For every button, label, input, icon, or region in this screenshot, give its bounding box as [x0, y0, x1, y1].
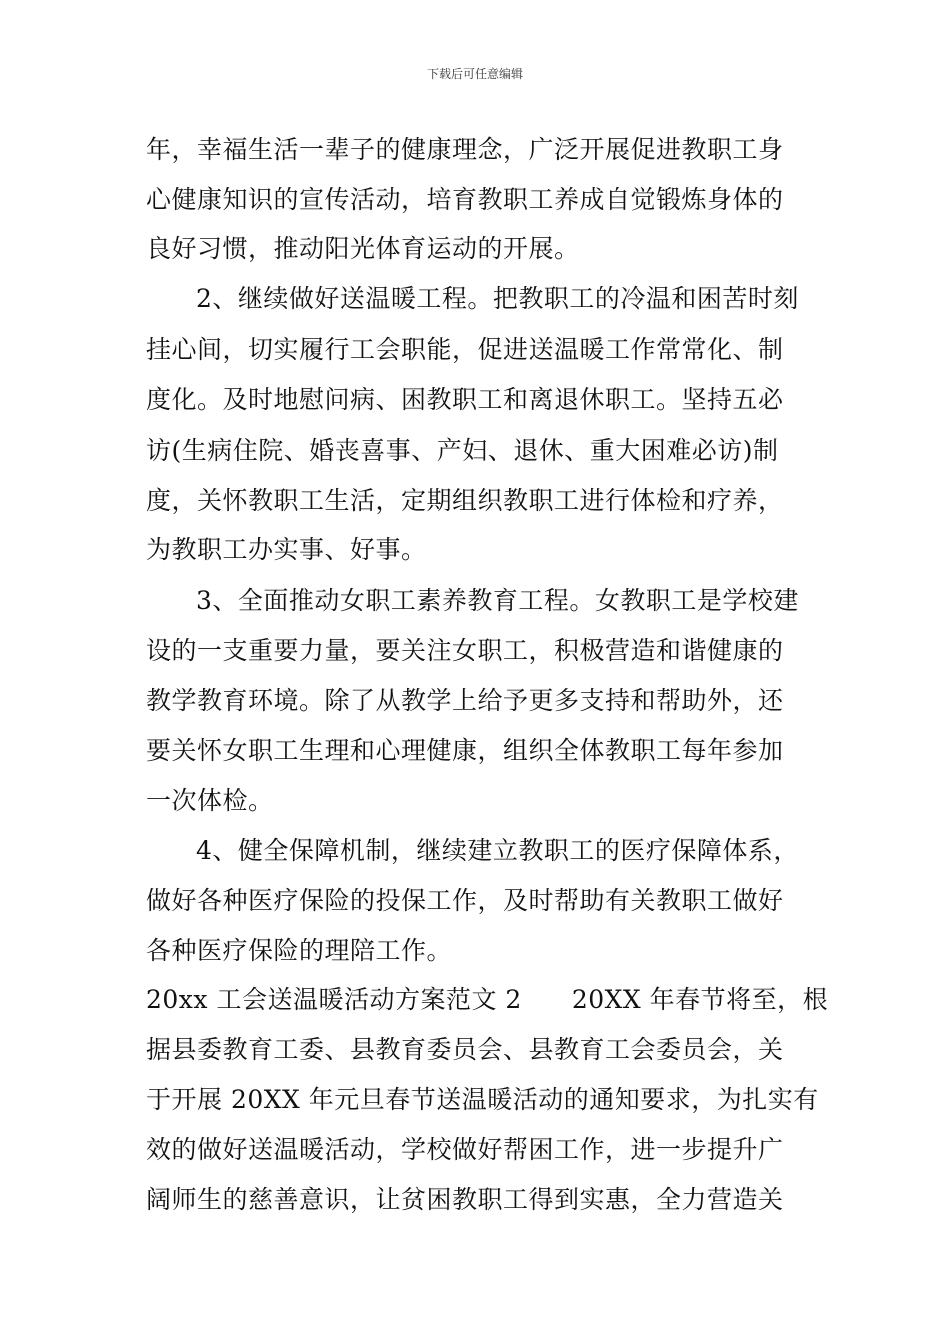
paragraph-line: 效的做好送温暖活动，学校做好帮困工作，进一步提升广 [146, 1135, 784, 1164]
paragraph-line: 设的一支重要力量，要关注女职工，积极营造和谐健康的 [146, 636, 784, 665]
paragraph-start: 20XX 年春节将至，根 [571, 985, 829, 1014]
paragraph-line: 据县委教育工委、县教育委员会、县教育工会委员会，关 [146, 1035, 784, 1064]
paragraph-line: 各种医疗保险的理陪工作。 [146, 936, 453, 965]
page-header-note: 下载后可任意编辑 [426, 67, 523, 81]
paragraph-line: 一次体检。 [146, 786, 274, 815]
paragraph-line: 要关怀女职工生理和心理健康，组织全体教职工每年参加 [146, 736, 784, 765]
paragraph-line: 年，幸福生活一辈子的健康理念，广泛开展促进教职工身 [146, 135, 784, 164]
paragraph-line: 心健康知识的宣传活动，培育教职工养成自觉锻炼身体的 [146, 185, 784, 214]
paragraph-line: 阔师生的慈善意识，让贫困教职工得到实惠，全力营造关 [146, 1185, 784, 1214]
section-title: 20xx 工会送温暖活动方案范文 2 [146, 985, 522, 1014]
paragraph-line: 度，关怀教职工生活，定期组织教职工进行体检和疗养， [146, 486, 784, 515]
section-title-line [146, 982, 828, 1018]
paragraph-line: 做好各种医疗保险的投保工作，及时帮助有关教职工做好 [146, 886, 784, 915]
paragraph-line: 3、全面推动女职工素养教育工程。女教职工是学校建 [196, 586, 799, 615]
paragraph-line: 访(生病住院、婚丧喜事、产妇、退休、重大困难必访)制 [146, 436, 779, 465]
paragraph-line: 度化。及时地慰问病、困教职工和离退休职工。坚持五必 [146, 385, 784, 414]
paragraph-line: 挂心间，切实履行工会职能，促进送温暖工作常常化、制 [146, 335, 784, 364]
paragraph-line: 2、继续做好送温暖工程。把教职工的冷温和困苦时刻 [196, 284, 799, 313]
paragraph-line: 4、健全保障机制，继续建立教职工的医疗保障体系， [196, 836, 799, 865]
paragraph-line: 教学教育环境。除了从教学上给予更多支持和帮助外，还 [146, 686, 784, 715]
paragraph-line: 为教职工办实事、好事。 [146, 535, 427, 564]
paragraph-line: 于开展 20XX 年元旦春节送温暖活动的通知要求，为扎实有 [146, 1085, 819, 1114]
paragraph-line: 良好习惯，推动阳光体育运动的开展。 [146, 234, 580, 263]
